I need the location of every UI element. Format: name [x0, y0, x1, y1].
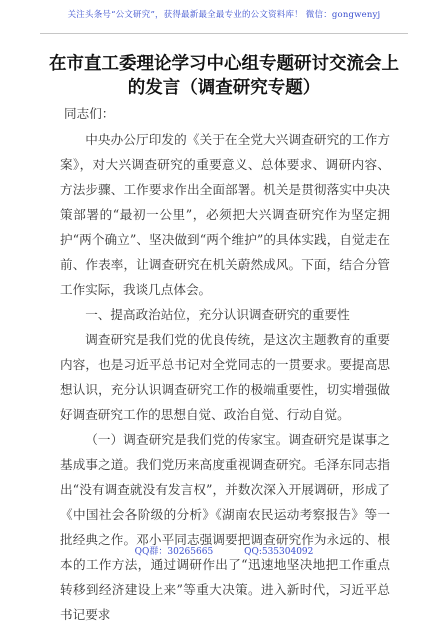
- title-line-1: 在市直工委理论学习中心组专题研讨交流会上: [49, 54, 399, 74]
- body-paragraph: （一）调查研究是我们党的传家宝。调查研究是谋事之基成事之道。我们党历来高度重视调查研究。毛泽东同志指出“没有调查就没有发言权”，并数次深入开展调研，形成了《中国社会各阶级的分析》《湖南农民运动考察报告》等一批经典之作。邓小平同志强调要把调查研究作为永远的、根本的工作方法，通过调研作出了“迅速地坚决地把工作重点转移到经济建设上来”等重大决策。进入新时代，习近平总书记要求: [60, 432, 390, 622]
- body-paragraph: 调查研究是我们党的优良传统，是这次主题教育的重要内容，也是习近平总书记对全党同志的一贯要求。要提高思想认识，充分认识调查研究工作的极端重要性，切实增强做好调查研究工作的思想自觉、政治自觉、行动自觉。: [60, 332, 390, 422]
- footer-contacts: [0, 544, 448, 557]
- footer-qq: QQ:535304092: [244, 547, 314, 557]
- header-promo: 关注头条号“公文研究”，获得最新最全最专业的公文资料库！ 微信：gongwenyj: [67, 10, 381, 20]
- intro-paragraph: 中央办公厅印发的《关于在全党大兴调查研究的工作方案》，对大兴调查研究的重要意义、总体要求、调研内容、方法步骤、工作要求作出全面部署。机关是贯彻落实中央决策部署的“最初一公里”，必须把大兴调查研究作为坚定拥护“两个确立”、坚决做到“两个维护”的具体实践，自觉走在前、作表率，让调查研究在机关蔚然成风。下面，结合分管工作实际，我谈几点体会。: [60, 132, 390, 297]
- title-line-2: 的发言（调查研究专题）: [127, 78, 321, 98]
- section-heading-1: 一、提高政治站位，充分认识调查研究的重要性: [85, 307, 350, 322]
- footer-qq-group: QQ群：30265665: [134, 547, 214, 557]
- salutation: 同志们：: [64, 106, 115, 121]
- document-title: [44, 52, 404, 100]
- header-divider: [40, 33, 408, 34]
